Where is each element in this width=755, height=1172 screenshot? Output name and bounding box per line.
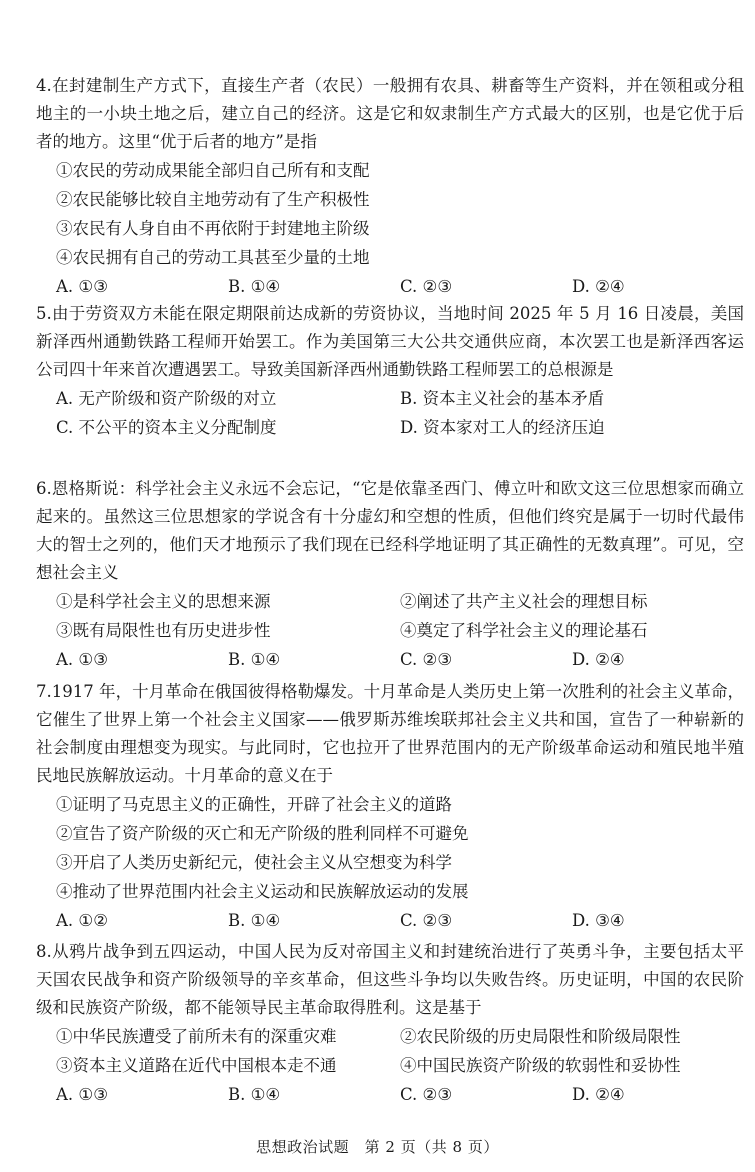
statement: ③既有局限性也有历史进步性 bbox=[56, 621, 271, 640]
option-c[interactable]: C. 不公平的资本主义分配制度 bbox=[56, 418, 277, 437]
question-number: 7. bbox=[36, 682, 52, 701]
statement: ②宣告了资产阶级的灭亡和无产阶级的胜利同样不可避免 bbox=[56, 824, 469, 843]
option-c[interactable]: C. ②③ bbox=[400, 1085, 453, 1104]
statement-row bbox=[36, 1051, 744, 1080]
page-footer: 思想政治试题 第 2 页（共 8 页） bbox=[256, 1138, 499, 1156]
question-number: 8. bbox=[36, 942, 52, 961]
statement: ③资本主义道路在近代中国根本走不通 bbox=[56, 1056, 337, 1075]
question-6 bbox=[36, 475, 744, 674]
question-text: 从鸦片战争到五四运动，中国人民为反对帝国主义和封建统治进行了英勇斗争，主要包括太平天国农民战争和资产阶级领导的辛亥革命，但这些斗争均以失败告终。历史证明，中国的农民阶级和民族资产阶级，都不能领导民主革命取得胜利。这是基于 bbox=[36, 942, 744, 1017]
question-8 bbox=[36, 938, 744, 1109]
option-b[interactable]: B. ①④ bbox=[228, 1085, 281, 1104]
statement: ①证明了马克思主义的正确性，开辟了社会主义的道路 bbox=[56, 795, 452, 814]
option-b[interactable]: B. ①④ bbox=[228, 277, 281, 296]
question-4 bbox=[36, 72, 744, 301]
question-number: 4. bbox=[36, 76, 52, 95]
answer-options bbox=[36, 384, 744, 413]
statement-row bbox=[36, 587, 744, 616]
question-text: 由于劳资双方未能在限定期限前达成新的劳资协议，当地时间 2025 年 5 月 16 日凌晨，美国新泽西州通勤铁路工程师开始罢工。作为美国第三大公共交通供应商，本次罢工也是新泽西客运公司四十年来首次遭遇罢工。导致美国新泽西州通勤铁路工程师罢工的总根源是 bbox=[36, 304, 744, 379]
option-d[interactable]: D. ③④ bbox=[572, 911, 625, 930]
option-d[interactable]: D. ②④ bbox=[572, 1085, 625, 1104]
question-7 bbox=[36, 678, 744, 935]
option-a[interactable]: A. ①③ bbox=[56, 277, 108, 296]
question-stem bbox=[36, 938, 744, 1022]
option-d[interactable]: D. ②④ bbox=[572, 277, 625, 296]
option-a[interactable]: A. ①③ bbox=[56, 1085, 108, 1104]
statement: ④农民拥有自己的劳动工具甚至少量的土地 bbox=[56, 248, 370, 267]
option-d[interactable]: D. ②④ bbox=[572, 650, 625, 669]
statement: ①是科学社会主义的思想来源 bbox=[56, 592, 271, 611]
statement: ③农民有人身自由不再依附于封建地主阶级 bbox=[56, 219, 370, 238]
option-c[interactable]: C. ②③ bbox=[400, 650, 453, 669]
question-text: 在封建制生产方式下，直接生产者（农民）一般拥有农具、耕畜等生产资料，并在领租或分租地主的一小块土地之后，建立自己的经济。这是它和奴隶制生产方式最大的区别，也是它优于后者的地方。这里“优于后者的地方”是指 bbox=[36, 76, 744, 151]
statement: ②阐述了共产主义社会的理想目标 bbox=[400, 592, 648, 611]
option-c[interactable]: C. ②③ bbox=[400, 277, 453, 296]
statement-row bbox=[36, 616, 744, 645]
statement: ②农民能够比较自主地劳动有了生产积极性 bbox=[56, 190, 370, 209]
question-text: 恩格斯说：科学社会主义永远不会忘记，“它是依靠圣西门、傅立叶和欧文这三位思想家而确立起来的。虽然这三位思想家的学说含有十分虚幻和空想的性质，但他们终究是属于一切时代最伟大的智士之列的，他们天才地预示了我们现在已经科学地证明了其正确性的无数真理”。可见，空想社会主义 bbox=[36, 479, 744, 582]
answer-options bbox=[36, 272, 744, 301]
statement: ④奠定了科学社会主义的理论基石 bbox=[400, 621, 648, 640]
answer-options bbox=[36, 413, 744, 442]
answer-options bbox=[36, 1080, 744, 1109]
question-stem bbox=[36, 475, 744, 587]
question-text: 1917 年，十月革命在俄国彼得格勒爆发。十月革命是人类历史上第一次胜利的社会主义革命，它催生了世界上第一个社会主义国家——俄罗斯苏维埃联邦社会主义共和国，宣告了一种崭新的社会制度由理想变为现实。与此同时，它也拉开了世界范围内的无产阶级革命运动和殖民地半殖民地民族解放运动。十月革命的意义在于 bbox=[36, 682, 744, 785]
statement: ④中国民族资产阶级的软弱性和妥协性 bbox=[400, 1056, 681, 1075]
statement: ①农民的劳动成果能全部归自己所有和支配 bbox=[56, 161, 370, 180]
option-b[interactable]: B. ①④ bbox=[228, 911, 281, 930]
question-number: 6. bbox=[36, 479, 52, 498]
option-a[interactable]: A. ①③ bbox=[56, 650, 108, 669]
question-number: 5. bbox=[36, 304, 52, 323]
statement: ③开启了人类历史新纪元，使社会主义从空想变为科学 bbox=[56, 853, 452, 872]
answer-options bbox=[36, 645, 744, 674]
option-b[interactable]: B. ①④ bbox=[228, 650, 281, 669]
option-a[interactable]: A. ①② bbox=[56, 911, 108, 930]
option-c[interactable]: C. ②③ bbox=[400, 911, 453, 930]
statement-row bbox=[36, 1022, 744, 1051]
statement: ①中华民族遭受了前所未有的深重灾难 bbox=[56, 1027, 337, 1046]
statement: ④推动了世界范围内社会主义运动和民族解放运动的发展 bbox=[56, 882, 469, 901]
option-d[interactable]: D. 资本家对工人的经济压迫 bbox=[400, 418, 605, 437]
statement: ②农民阶级的历史局限性和阶级局限性 bbox=[400, 1027, 681, 1046]
question-stem bbox=[36, 678, 744, 790]
question-stem bbox=[36, 300, 744, 384]
question-stem bbox=[36, 72, 744, 156]
answer-options bbox=[36, 906, 744, 935]
option-a[interactable]: A. 无产阶级和资产阶级的对立 bbox=[56, 389, 277, 408]
question-5 bbox=[36, 300, 744, 442]
option-b[interactable]: B. 资本主义社会的基本矛盾 bbox=[400, 389, 605, 408]
